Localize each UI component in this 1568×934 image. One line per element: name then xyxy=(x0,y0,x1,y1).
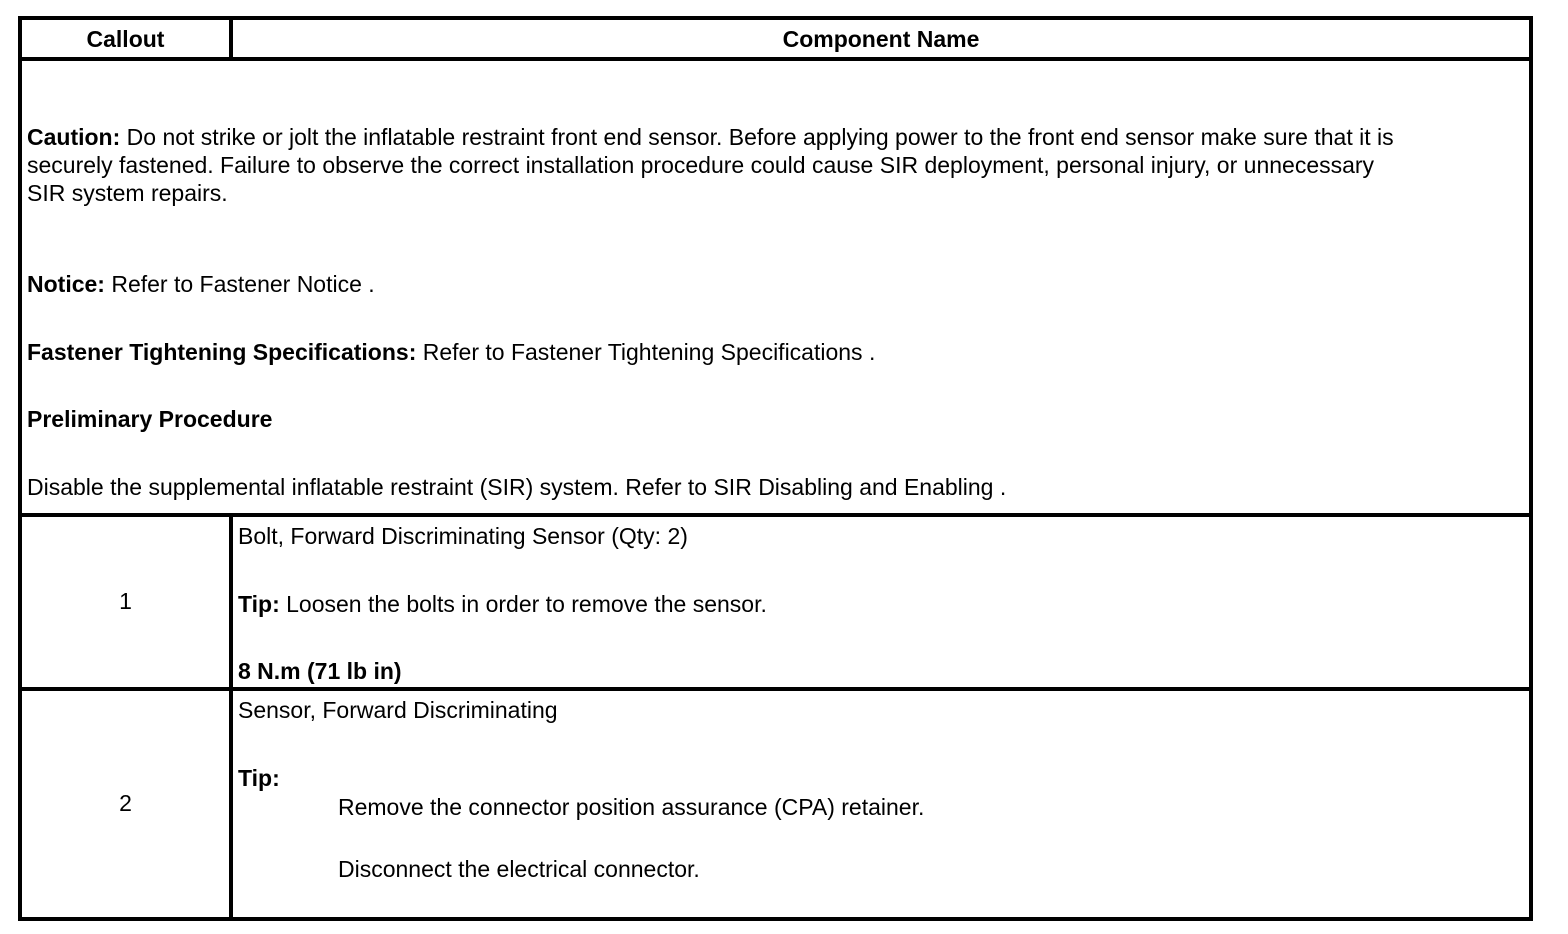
table-header-row xyxy=(20,18,1531,59)
component-cell-1 xyxy=(231,515,1531,689)
component-cell-2 xyxy=(231,689,1531,919)
notice-text: Refer to Fastener Notice . xyxy=(104,270,375,297)
fastener-spec-label: Fastener Tightening Specifications: xyxy=(27,338,417,365)
component-name-header xyxy=(231,18,1531,59)
notice-line xyxy=(27,270,1523,298)
caution-line-3 xyxy=(27,179,1523,207)
component-name-header-label: Component Name xyxy=(782,25,980,52)
component-table xyxy=(18,16,1533,921)
table-row xyxy=(20,515,1531,689)
callout-number-2: 2 xyxy=(20,689,231,919)
callout-header-label: Callout xyxy=(86,25,165,52)
component-name-2: Sensor, Forward Discriminating xyxy=(238,696,558,723)
tip-label-2: Tip: xyxy=(238,764,280,791)
tip-item-1: Remove the connector position assurance (CPA) retainer. xyxy=(338,793,925,820)
component-name-1: Bolt, Forward Discriminating Sensor (Qty: 2) xyxy=(238,522,688,549)
fastener-spec-text: Refer to Fastener Tightening Specifications . xyxy=(416,338,876,365)
tip-item-2: Disconnect the electrical connector. xyxy=(338,855,700,882)
tip-text-1: Loosen the bolts in order to remove the sensor. xyxy=(279,590,767,617)
table-row xyxy=(20,689,1531,919)
intro-row xyxy=(20,59,1531,515)
torque-spec-1: 8 N.m (71 lb in) xyxy=(238,657,402,684)
preliminary-heading: Preliminary Procedure xyxy=(27,405,273,432)
caution-text-3: SIR system repairs. xyxy=(27,179,228,206)
fastener-spec-line xyxy=(27,338,1523,366)
caution-line-1 xyxy=(27,123,1523,151)
caution-text-1: Do not strike or jolt the inflatable restraint front end sensor. Before applying power to the front end sensor make sure that it is xyxy=(120,123,1394,150)
preliminary-text: Disable the supplemental inflatable restraint (SIR) system. Refer to SIR Disabling and Enabling . xyxy=(27,473,1007,500)
tip-line-1 xyxy=(238,590,1523,618)
notice-label: Notice: xyxy=(27,270,105,297)
caution-line-2 xyxy=(27,151,1523,179)
tip-label-1: Tip: xyxy=(238,590,280,617)
callout-header xyxy=(20,18,231,59)
caution-label: Caution: xyxy=(27,123,121,150)
caution-text-2: securely fastened. Failure to observe the correct installation procedure could cause SIR deployment, personal injury, or unnecessary xyxy=(27,151,1375,178)
callout-number-1: 1 xyxy=(20,515,231,689)
intro-cell xyxy=(20,59,1531,515)
